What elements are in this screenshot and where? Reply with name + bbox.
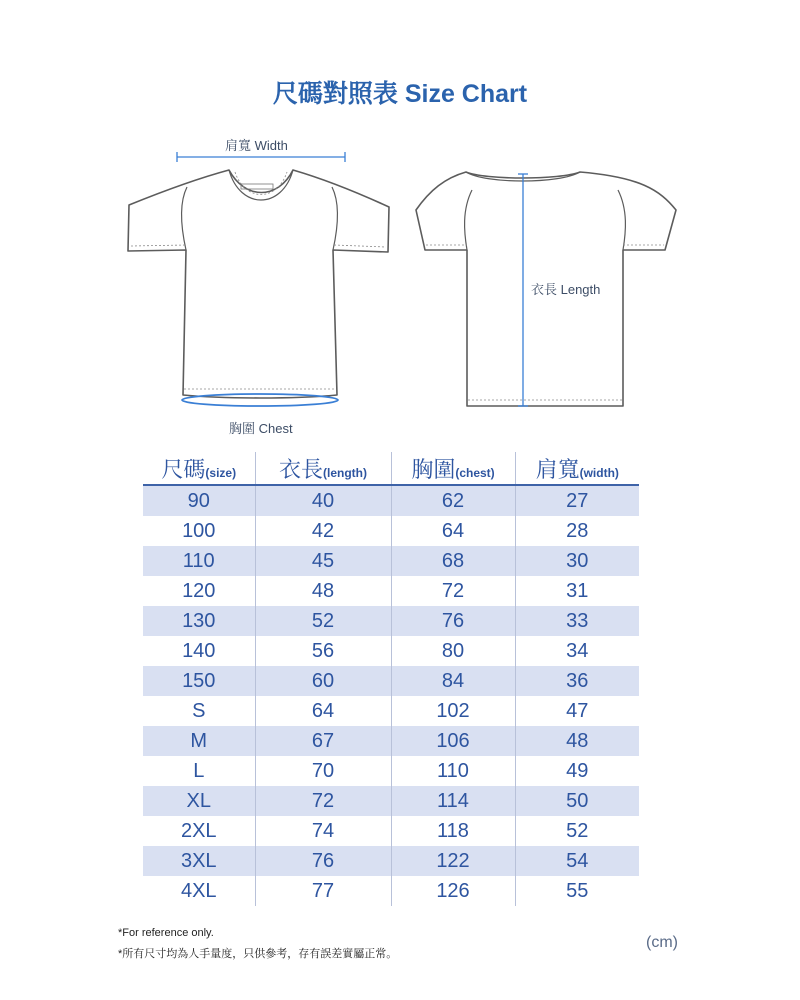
table-row [143, 756, 639, 786]
table-cell: 47 [515, 696, 639, 726]
table-row [143, 846, 639, 876]
table-cell: 140 [143, 636, 255, 666]
width-label: 肩寬 Width [225, 138, 288, 153]
table-cell: M [143, 726, 255, 756]
table-cell: S [143, 696, 255, 726]
table-cell: 77 [255, 876, 391, 906]
header-length: 衣長(length) [255, 452, 391, 485]
table-cell: 56 [255, 636, 391, 666]
tshirt-diagram [0, 120, 800, 440]
table-cell: 100 [143, 516, 255, 546]
table-row [143, 666, 639, 696]
table-cell: 34 [515, 636, 639, 666]
header-chest: 胸圍(chest) [391, 452, 515, 485]
table-cell: 126 [391, 876, 515, 906]
table-cell: 64 [255, 696, 391, 726]
table-row [143, 726, 639, 756]
table-row [143, 816, 639, 846]
table-cell: 118 [391, 816, 515, 846]
table-cell: 52 [515, 816, 639, 846]
table-cell: 62 [391, 485, 515, 516]
table-cell: 48 [515, 726, 639, 756]
table-cell: 106 [391, 726, 515, 756]
length-label: 衣長 Length [531, 282, 601, 297]
table-cell: 90 [143, 485, 255, 516]
table-cell: 55 [515, 876, 639, 906]
table-cell: 2XL [143, 816, 255, 846]
table-cell: 114 [391, 786, 515, 816]
table-row [143, 636, 639, 666]
header-width: 肩寬(width) [515, 452, 639, 485]
page-title: 尺碼對照表 Size Chart [272, 80, 528, 108]
table-cell: 33 [515, 606, 639, 636]
table-cell: 122 [391, 846, 515, 876]
table-cell: 67 [255, 726, 391, 756]
table-cell: 74 [255, 816, 391, 846]
table-cell: 40 [255, 485, 391, 516]
front-shirt-outline [128, 170, 389, 398]
table-cell: 45 [255, 546, 391, 576]
table-cell: 27 [515, 485, 639, 516]
table-cell: 48 [255, 576, 391, 606]
table-cell: 36 [515, 666, 639, 696]
table-row [143, 576, 639, 606]
table-cell: 30 [515, 546, 639, 576]
table-row [143, 485, 639, 516]
table-cell: 80 [391, 636, 515, 666]
table-cell: 72 [255, 786, 391, 816]
table-row [143, 876, 639, 906]
table-cell: 102 [391, 696, 515, 726]
table-cell: 31 [515, 576, 639, 606]
table-cell: 52 [255, 606, 391, 636]
size-table [143, 452, 639, 906]
table-row [143, 546, 639, 576]
table-cell: 42 [255, 516, 391, 546]
table-cell: 70 [255, 756, 391, 786]
table-cell: L [143, 756, 255, 786]
table-cell: 54 [515, 846, 639, 876]
note-reference: *For reference only. [118, 927, 214, 939]
table-cell: 130 [143, 606, 255, 636]
table-cell: 110 [391, 756, 515, 786]
table-cell: 60 [255, 666, 391, 696]
table-cell: 49 [515, 756, 639, 786]
table-cell: XL [143, 786, 255, 816]
table-cell: 120 [143, 576, 255, 606]
note-disclaimer: *所有尺寸均為人手量度，只供參考，存有誤差實屬正常。 [118, 948, 398, 960]
table-row [143, 696, 639, 726]
table-cell: 110 [143, 546, 255, 576]
table-cell: 3XL [143, 846, 255, 876]
table-row [143, 606, 639, 636]
table-cell: 64 [391, 516, 515, 546]
table-cell: 68 [391, 546, 515, 576]
table-row [143, 786, 639, 816]
header-size: 尺碼(size) [143, 452, 255, 485]
table-cell: 50 [515, 786, 639, 816]
table-cell: 28 [515, 516, 639, 546]
table-cell: 72 [391, 576, 515, 606]
unit-label: (cm) [646, 934, 678, 951]
table-row [143, 516, 639, 546]
table-cell: 76 [255, 846, 391, 876]
table-cell: 150 [143, 666, 255, 696]
table-cell: 4XL [143, 876, 255, 906]
table-cell: 76 [391, 606, 515, 636]
table-header-row [143, 452, 639, 485]
table-cell: 84 [391, 666, 515, 696]
chest-label: 胸圍 Chest [229, 421, 293, 436]
